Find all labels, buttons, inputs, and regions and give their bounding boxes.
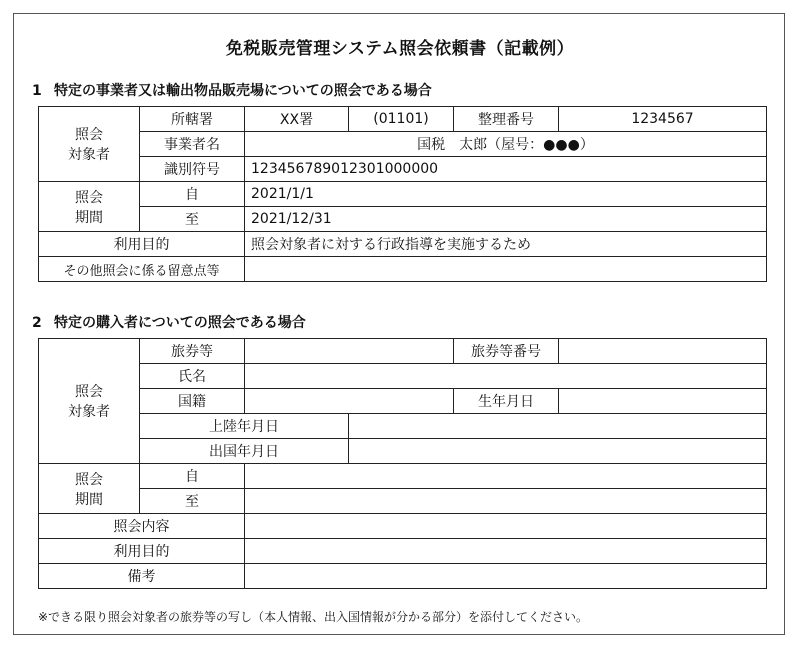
form-title: 免税販売管理システム照会依頼書（記載例） xyxy=(225,39,575,59)
s2-from-value[interactable] xyxy=(245,464,767,489)
s2-to-value[interactable] xyxy=(245,489,767,514)
s1-purpose-label: 利用目的 xyxy=(39,232,245,257)
section1-number: 1 xyxy=(32,83,42,99)
section1-heading xyxy=(32,80,432,100)
s1-office-value[interactable]: XX署 xyxy=(245,107,349,132)
s1-business-value[interactable]: 国税 太郎（屋号：●●●） xyxy=(245,132,767,157)
section2-title: 特定の購入者についての照会である場合 xyxy=(54,315,306,331)
s1-office-code[interactable]: (01101) xyxy=(349,107,454,132)
s1-from-value[interactable]: 2021/1/1 xyxy=(245,182,767,207)
s1-from-label: 自 xyxy=(140,182,245,207)
s1-ref-value[interactable]: 1234567 xyxy=(559,107,767,132)
s2-passport-no-label: 旅券等番号 xyxy=(454,339,559,364)
s1-business-label: 事業者名 xyxy=(140,132,245,157)
s1-to-value[interactable]: 2021/12/31 xyxy=(245,207,767,232)
s2-nationality-value[interactable] xyxy=(245,389,454,414)
s2-purpose-label: 利用目的 xyxy=(39,539,245,564)
s2-content-value[interactable] xyxy=(245,514,767,539)
s1-subject-label: 照会 対象者 xyxy=(39,107,140,182)
s2-departure-value[interactable] xyxy=(349,439,767,464)
s2-nationality-label: 国籍 xyxy=(140,389,245,414)
s1-period-label: 照会 期間 xyxy=(39,182,140,232)
s2-birth-label: 生年月日 xyxy=(454,389,559,414)
s1-id-value[interactable]: 123456789012301000000 xyxy=(245,157,767,182)
s2-landing-label: 上陸年月日 xyxy=(140,414,349,439)
s1-purpose-value[interactable]: 照会対象者に対する行政指導を実施するため xyxy=(245,232,767,257)
s2-remarks-value[interactable] xyxy=(245,564,767,589)
section1-title: 特定の事業者又は輸出物品販売場についての照会である場合 xyxy=(54,83,432,99)
s2-passport-value[interactable] xyxy=(245,339,454,364)
s2-birth-value[interactable] xyxy=(559,389,767,414)
s2-passport-label: 旅券等 xyxy=(140,339,245,364)
section1-table xyxy=(38,106,767,282)
s2-departure-label: 出国年月日 xyxy=(140,439,349,464)
s2-period-label: 照会 期間 xyxy=(39,464,140,514)
s1-other-label: その他照会に係る留意点等 xyxy=(39,257,245,282)
s1-ref-label: 整理番号 xyxy=(454,107,559,132)
s2-remarks-label: 備考 xyxy=(39,564,245,589)
footnote: ※できる限り照会対象者の旅券等の写し（本人情報、出入国情報が分かる部分）を添付してください。 xyxy=(38,610,589,624)
s2-from-label: 自 xyxy=(140,464,245,489)
section2-table xyxy=(38,338,767,589)
section2-heading xyxy=(32,312,306,332)
s1-to-label: 至 xyxy=(140,207,245,232)
s1-other-value[interactable] xyxy=(245,257,767,282)
s1-id-label: 識別符号 xyxy=(140,157,245,182)
s2-name-value[interactable] xyxy=(245,364,767,389)
s2-name-label: 氏名 xyxy=(140,364,245,389)
s2-to-label: 至 xyxy=(140,489,245,514)
section2-number: 2 xyxy=(32,315,42,331)
s2-subject-label: 照会 対象者 xyxy=(39,339,140,464)
s2-landing-value[interactable] xyxy=(349,414,767,439)
s2-passport-no-value[interactable] xyxy=(559,339,767,364)
s2-purpose-value[interactable] xyxy=(245,539,767,564)
s1-office-label: 所轄署 xyxy=(140,107,245,132)
s2-content-label: 照会内容 xyxy=(39,514,245,539)
